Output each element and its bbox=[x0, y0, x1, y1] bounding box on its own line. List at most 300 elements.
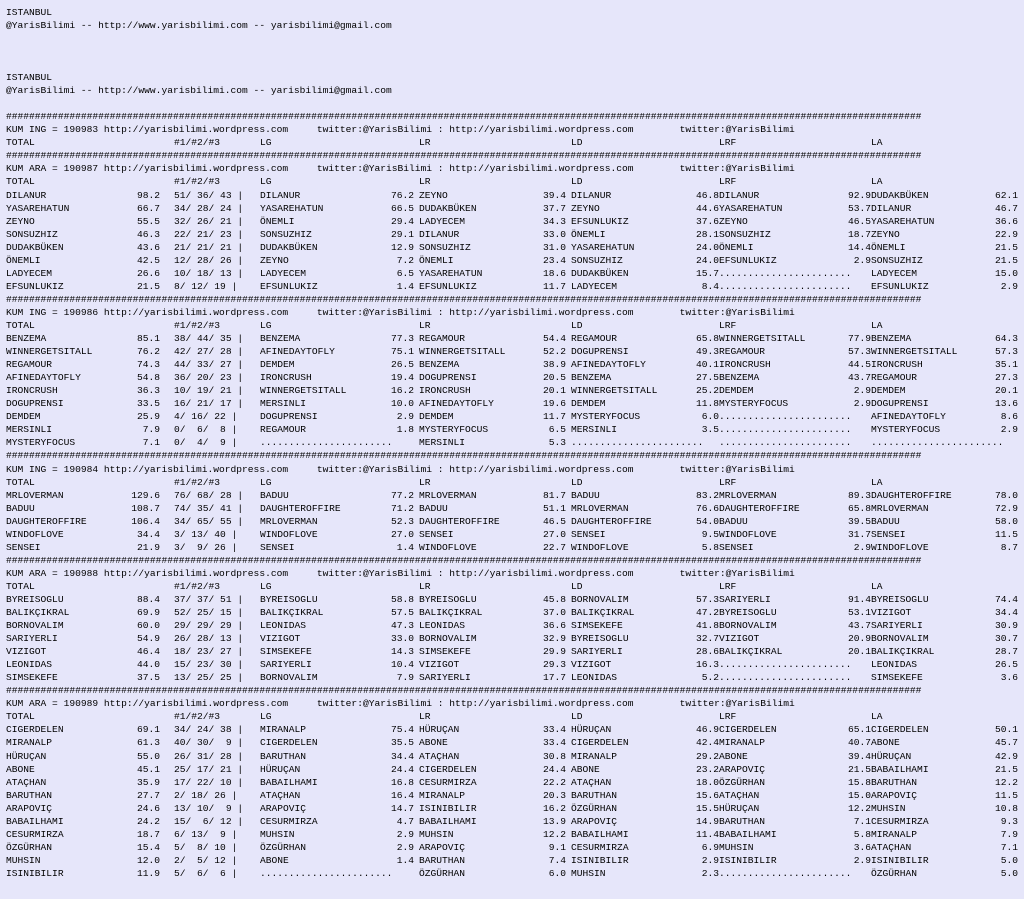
lr-score: 52.2 bbox=[542, 346, 566, 358]
total-score: 15.4 bbox=[136, 841, 160, 853]
race-header: KUM ING = 190984 http://yarisbilimi.wordpress.com twitter:@YarisBilimi : http://yarisbilimi.wordpress.com twitter:@YarisBilimi bbox=[6, 463, 795, 475]
la-score: 62.1 bbox=[994, 189, 1018, 201]
horse-name: WINNERGETSITALL bbox=[6, 346, 93, 358]
total-score: 108.7 bbox=[131, 502, 160, 514]
lrf-horse: REGAMOUR bbox=[719, 346, 766, 358]
lg-horse: BABAILHAMI bbox=[260, 776, 318, 788]
lrf-score: 31.7 bbox=[847, 528, 871, 540]
ld-horse: MYSTERYFOCUS bbox=[571, 411, 641, 423]
lrf-horse: MUHSIN bbox=[719, 841, 754, 853]
horse-name: REGAMOUR bbox=[6, 359, 53, 371]
la-horse: DAUGHTEROFFIRE bbox=[871, 489, 952, 501]
lr-score: 16.2 bbox=[542, 802, 566, 814]
lr-score: 22.7 bbox=[542, 541, 566, 553]
lr-horse: ÖZGÜRHAN bbox=[419, 867, 466, 879]
lg-horse: HÜRUÇAN bbox=[260, 763, 301, 775]
lr-score: 17.7 bbox=[542, 672, 566, 684]
la-score: 22.9 bbox=[994, 228, 1018, 240]
ld-score: 46.9 bbox=[695, 724, 719, 736]
lrf-score: 5.8 bbox=[853, 828, 871, 840]
lrf-horse: ISINIBILIR bbox=[719, 854, 777, 866]
col-total: TOTAL bbox=[6, 176, 35, 188]
lrf-horse: VIZIGOT bbox=[719, 633, 760, 645]
lrf-horse: ABONE bbox=[719, 750, 748, 762]
la-horse: BYREISOGLU bbox=[871, 593, 929, 605]
total-score: 46.3 bbox=[136, 228, 160, 240]
lrf-horse: SENSEI bbox=[719, 541, 754, 553]
col-total: TOTAL bbox=[6, 711, 35, 723]
ranking-row bbox=[6, 541, 1024, 554]
lrf-score: 46.5 bbox=[847, 215, 871, 227]
ld-score: 3.5 bbox=[701, 424, 719, 436]
ld-horse: ÖZGÜRHAN bbox=[571, 802, 618, 814]
lrf-score: 2.9 bbox=[853, 254, 871, 266]
col-lr: LR bbox=[419, 711, 431, 723]
col-lr: LR bbox=[419, 176, 431, 188]
lr-horse: BABAILHAMI bbox=[419, 815, 477, 827]
ld-score: 6.0 bbox=[701, 411, 719, 423]
ld-horse: MUHSIN bbox=[571, 867, 606, 879]
lr-horse: ÖNEMLI bbox=[419, 254, 454, 266]
lr-horse: BORNOVALIM bbox=[419, 633, 477, 645]
separator-rule: ############################################################################################################################################################### bbox=[6, 150, 922, 162]
spacer-line bbox=[6, 97, 1024, 110]
placings: 29/ 29/ 29 | bbox=[174, 620, 244, 632]
ld-horse: YASAREHATUN bbox=[571, 241, 635, 253]
lg-horse: ATAÇHAN bbox=[260, 789, 301, 801]
total-score: 12.0 bbox=[136, 854, 160, 866]
la-score: 2.9 bbox=[1000, 424, 1018, 436]
la-horse: IRONCRUSH bbox=[871, 359, 923, 371]
lr-horse: SENSEI bbox=[419, 528, 454, 540]
separator-rule: ############################################################################################################################################################### bbox=[6, 685, 922, 697]
la-score: 34.4 bbox=[994, 607, 1018, 619]
col-placings: #1/#2/#3 bbox=[174, 476, 221, 488]
lrf-score: 40.7 bbox=[847, 737, 871, 749]
lr-horse: WINNERGETSITALL bbox=[419, 346, 506, 358]
lg-score: 71.2 bbox=[390, 502, 414, 514]
ld-horse: ....................... bbox=[571, 437, 704, 449]
total-score: 7.1 bbox=[142, 437, 160, 449]
la-horse: SENSEI bbox=[871, 528, 906, 540]
ld-score: 42.4 bbox=[695, 737, 719, 749]
ld-score: 18.0 bbox=[695, 776, 719, 788]
horse-name: DILANUR bbox=[6, 189, 47, 201]
la-score: 5.0 bbox=[1000, 854, 1018, 866]
total-score: 33.5 bbox=[136, 398, 160, 410]
lg-score: 7.2 bbox=[396, 254, 414, 266]
ranking-row bbox=[6, 384, 1024, 397]
lr-horse: REGAMOUR bbox=[419, 333, 466, 345]
la-horse: ZEYNO bbox=[871, 228, 900, 240]
la-score: 3.6 bbox=[1000, 672, 1018, 684]
la-score: 45.7 bbox=[994, 737, 1018, 749]
ld-horse: ARAPOVIÇ bbox=[571, 815, 618, 827]
col-ld: LD bbox=[571, 319, 583, 331]
lrf-score: 7.1 bbox=[853, 815, 871, 827]
lr-horse: DAUGHTEROFFIRE bbox=[419, 515, 500, 527]
lrf-score: 65.1 bbox=[847, 724, 871, 736]
lg-horse: WINDOFLOVE bbox=[260, 528, 318, 540]
column-header-row bbox=[6, 476, 1024, 489]
lrf-horse: ....................... bbox=[719, 867, 852, 879]
separator-rule: ############################################################################################################################################################### bbox=[6, 293, 922, 305]
placings: 0/ 6/ 8 | bbox=[174, 424, 238, 436]
lg-horse: SONSUZHIZ bbox=[260, 228, 312, 240]
lrf-horse: MRLOVERMAN bbox=[719, 489, 777, 501]
ld-horse: DOGUPRENSI bbox=[571, 346, 629, 358]
col-lg: LG bbox=[260, 580, 272, 592]
lrf-horse: HÜRUÇAN bbox=[719, 802, 760, 814]
lg-horse: BORNOVALIM bbox=[260, 672, 318, 684]
ld-horse: BADUU bbox=[571, 489, 600, 501]
lrf-horse: BORNOVALIM bbox=[719, 620, 777, 632]
ld-horse: AFINEDAYTOFLY bbox=[571, 359, 646, 371]
la-score: 20.1 bbox=[994, 385, 1018, 397]
lrf-horse: EFSUNLUKIZ bbox=[719, 254, 777, 266]
lr-score: 36.6 bbox=[542, 620, 566, 632]
lg-score: 47.3 bbox=[390, 620, 414, 632]
horse-name: SONSUZHIZ bbox=[6, 228, 58, 240]
ranking-row bbox=[6, 723, 1024, 736]
placings: 26/ 31/ 28 | bbox=[174, 750, 244, 762]
horse-name: ATAÇHAN bbox=[6, 776, 47, 788]
la-horse: ISINIBILIR bbox=[871, 854, 929, 866]
total-score: 24.6 bbox=[136, 802, 160, 814]
ld-score: 24.0 bbox=[695, 254, 719, 266]
ld-score: 23.2 bbox=[695, 763, 719, 775]
ranking-row bbox=[6, 502, 1024, 515]
la-horse: ATAÇHAN bbox=[871, 841, 912, 853]
la-score: 12.2 bbox=[994, 776, 1018, 788]
la-horse: MUHSIN bbox=[871, 802, 906, 814]
total-score: 44.0 bbox=[136, 659, 160, 671]
placings: 25/ 17/ 21 | bbox=[174, 763, 244, 775]
horse-name: AFINEDAYTOFLY bbox=[6, 372, 81, 384]
lrf-score: 39.5 bbox=[847, 515, 871, 527]
la-score: 72.9 bbox=[994, 502, 1018, 514]
la-score: 36.6 bbox=[994, 215, 1018, 227]
lg-score: 52.3 bbox=[390, 515, 414, 527]
total-score: 37.5 bbox=[136, 672, 160, 684]
lg-score: 1.4 bbox=[396, 280, 414, 292]
ld-horse: BYREISOGLU bbox=[571, 633, 629, 645]
placings: 44/ 33/ 27 | bbox=[174, 359, 244, 371]
placings: 22/ 21/ 23 | bbox=[174, 228, 244, 240]
lg-horse: ARAPOVIÇ bbox=[260, 802, 307, 814]
la-horse: DOGUPRENSI bbox=[871, 398, 929, 410]
total-score: 60.0 bbox=[136, 620, 160, 632]
ld-score: 32.7 bbox=[695, 633, 719, 645]
la-horse: CIGERDELEN bbox=[871, 724, 929, 736]
ld-score: 28.1 bbox=[695, 228, 719, 240]
lrf-horse: DILANUR bbox=[719, 189, 760, 201]
lg-horse: SIMSEKEFE bbox=[260, 646, 312, 658]
horse-name: ÖNEMLI bbox=[6, 254, 41, 266]
placings: 74/ 35/ 41 | bbox=[174, 502, 244, 514]
ranking-row bbox=[6, 228, 1024, 241]
horse-name: SARIYERLI bbox=[6, 633, 58, 645]
placings: 15/ 23/ 30 | bbox=[174, 659, 244, 671]
column-header-row bbox=[6, 580, 1024, 593]
ranking-row bbox=[6, 802, 1024, 815]
ld-horse: CESURMIRZA bbox=[571, 841, 629, 853]
race-header: KUM ARA = 190987 http://yarisbilimi.wordpress.com twitter:@YarisBilimi : http://yarisbilimi.wordpress.com twitter:@YarisBilimi bbox=[6, 163, 795, 175]
ld-horse: ATAÇHAN bbox=[571, 776, 612, 788]
placings: 10/ 18/ 13 | bbox=[174, 267, 244, 279]
ranking-row bbox=[6, 671, 1024, 684]
lr-horse: MERSINLI bbox=[419, 437, 466, 449]
lg-score: 19.4 bbox=[390, 372, 414, 384]
total-score: 76.2 bbox=[136, 346, 160, 358]
lrf-horse: WINDOFLOVE bbox=[719, 528, 777, 540]
col-total: TOTAL bbox=[6, 580, 35, 592]
race-header: KUM ING = 190983 http://yarisbilimi.wordpress.com twitter:@YarisBilimi : http://yarisbilimi.wordpress.com twitter:@YarisBilimi bbox=[6, 124, 795, 136]
spacer bbox=[6, 32, 1024, 71]
la-horse: BABAILHAMI bbox=[871, 763, 929, 775]
lr-score: 33.4 bbox=[542, 724, 566, 736]
lg-score: 58.8 bbox=[390, 593, 414, 605]
la-horse: REGAMOUR bbox=[871, 372, 918, 384]
ld-horse: DAUGHTEROFFIRE bbox=[571, 515, 652, 527]
lrf-horse: SONSUZHIZ bbox=[719, 228, 771, 240]
ld-horse: DILANUR bbox=[571, 189, 612, 201]
lr-horse: ARAPOVIÇ bbox=[419, 841, 466, 853]
lr-score: 5.3 bbox=[548, 437, 566, 449]
ld-horse: MERSINLI bbox=[571, 424, 618, 436]
lrf-horse: SARIYERLI bbox=[719, 593, 771, 605]
ld-score: 76.6 bbox=[695, 502, 719, 514]
lr-score: 20.5 bbox=[542, 372, 566, 384]
ld-score: 40.1 bbox=[695, 359, 719, 371]
lg-horse: IRONCRUSH bbox=[260, 372, 312, 384]
la-horse: ABONE bbox=[871, 737, 900, 749]
la-score: 15.0 bbox=[994, 267, 1018, 279]
la-score: 7.9 bbox=[1000, 828, 1018, 840]
col-lr: LR bbox=[419, 476, 431, 488]
col-lg: LG bbox=[260, 476, 272, 488]
lr-score: 6.5 bbox=[548, 424, 566, 436]
placings: 0/ 4/ 9 | bbox=[174, 437, 238, 449]
city-title-repeat: ISTANBUL bbox=[6, 72, 53, 84]
ld-score: 27.5 bbox=[695, 372, 719, 384]
col-placings: #1/#2/#3 bbox=[174, 580, 221, 592]
ranking-row bbox=[6, 358, 1024, 371]
placings: 76/ 68/ 28 | bbox=[174, 489, 244, 501]
placings: 21/ 21/ 21 | bbox=[174, 241, 244, 253]
lg-score: 1.4 bbox=[396, 854, 414, 866]
la-horse: WINDOFLOVE bbox=[871, 541, 929, 553]
lg-horse: DOGUPRENSI bbox=[260, 411, 318, 423]
lrf-horse: CIGERDELEN bbox=[719, 724, 777, 736]
lg-score: 35.5 bbox=[390, 737, 414, 749]
ranking-row bbox=[6, 593, 1024, 606]
lrf-score: 14.4 bbox=[847, 241, 871, 253]
ld-score: 5.2 bbox=[701, 672, 719, 684]
lg-horse: DUDAKBÜKEN bbox=[260, 241, 318, 253]
ranking-row bbox=[6, 345, 1024, 358]
horse-name: MYSTERYFOCUS bbox=[6, 437, 76, 449]
lr-horse: ISINIBILIR bbox=[419, 802, 477, 814]
total-score: 54.9 bbox=[136, 633, 160, 645]
lg-score: 12.9 bbox=[390, 241, 414, 253]
col-lrf: LRF bbox=[719, 476, 737, 488]
col-lrf: LRF bbox=[719, 711, 737, 723]
lr-horse: SONSUZHIZ bbox=[419, 241, 471, 253]
lg-score: 16.4 bbox=[390, 789, 414, 801]
placings: 13/ 25/ 25 | bbox=[174, 672, 244, 684]
lr-score: 81.7 bbox=[542, 489, 566, 501]
lrf-horse: BADUU bbox=[719, 515, 748, 527]
ld-horse: SENSEI bbox=[571, 528, 606, 540]
col-la: LA bbox=[871, 711, 883, 723]
lg-horse: ÖNEMLI bbox=[260, 215, 295, 227]
ld-score: 2.3 bbox=[701, 867, 719, 879]
horse-name: LEONIDAS bbox=[6, 659, 53, 671]
lg-score: 1.4 bbox=[396, 541, 414, 553]
horse-name: MUHSIN bbox=[6, 854, 41, 866]
lrf-score: 2.9 bbox=[853, 385, 871, 397]
lg-score: 33.0 bbox=[390, 633, 414, 645]
placings: 2/ 5/ 12 | bbox=[174, 854, 238, 866]
placings: 2/ 18/ 26 | bbox=[174, 789, 238, 801]
lr-horse: ZEYNO bbox=[419, 189, 448, 201]
col-ld: LD bbox=[571, 580, 583, 592]
ranking-row bbox=[6, 397, 1024, 410]
lr-horse: DEMDEM bbox=[419, 411, 454, 423]
la-horse: SARIYERLI bbox=[871, 620, 923, 632]
lrf-horse: ....................... bbox=[719, 437, 852, 449]
ld-score: 16.3 bbox=[695, 659, 719, 671]
la-horse: DUDAKBÜKEN bbox=[871, 189, 929, 201]
ld-horse: BORNOVALIM bbox=[571, 593, 629, 605]
ld-score: 44.6 bbox=[695, 202, 719, 214]
total-score: 25.9 bbox=[136, 411, 160, 423]
lg-score: 76.2 bbox=[390, 189, 414, 201]
total-score: 106.4 bbox=[131, 515, 160, 527]
lrf-horse: MIRANALP bbox=[719, 737, 766, 749]
horse-name: SENSEI bbox=[6, 541, 41, 553]
city-title: ISTANBUL bbox=[6, 7, 53, 18]
horse-name: DUDAKBÜKEN bbox=[6, 241, 64, 253]
lr-score: 37.7 bbox=[542, 202, 566, 214]
lr-score: 11.7 bbox=[542, 280, 566, 292]
lg-score: 29.1 bbox=[390, 228, 414, 240]
lrf-score: 18.7 bbox=[847, 228, 871, 240]
lrf-horse: ....................... bbox=[719, 424, 852, 436]
la-score: 50.1 bbox=[994, 724, 1018, 736]
lr-horse: YASAREHATUN bbox=[419, 267, 483, 279]
total-score: 26.6 bbox=[136, 267, 160, 279]
ranking-row bbox=[6, 254, 1024, 267]
lrf-score: 89.3 bbox=[847, 489, 871, 501]
lr-horse: CESURMIRZA bbox=[419, 776, 477, 788]
ranking-row bbox=[6, 189, 1024, 202]
placings: 32/ 26/ 21 | bbox=[174, 215, 244, 227]
la-score: 30.9 bbox=[994, 620, 1018, 632]
lg-score: 77.3 bbox=[390, 333, 414, 345]
lg-horse: DEMDEM bbox=[260, 359, 295, 371]
col-placings: #1/#2/#3 bbox=[174, 319, 221, 331]
la-score: 74.4 bbox=[994, 593, 1018, 605]
lrf-horse: BYREISOGLU bbox=[719, 607, 777, 619]
lg-score: 57.5 bbox=[390, 607, 414, 619]
placings: 6/ 13/ 9 | bbox=[174, 828, 238, 840]
la-score: 78.0 bbox=[994, 489, 1018, 501]
ld-score: 5.8 bbox=[701, 541, 719, 553]
placings: 15/ 6/ 12 | bbox=[174, 815, 244, 827]
total-score: 74.3 bbox=[136, 359, 160, 371]
lrf-score: 53.1 bbox=[847, 607, 871, 619]
lr-score: 27.0 bbox=[542, 528, 566, 540]
placings: 4/ 16/ 22 | bbox=[174, 411, 238, 423]
lrf-score: 3.6 bbox=[853, 841, 871, 853]
lr-horse: MUHSIN bbox=[419, 828, 454, 840]
lg-score: 14.7 bbox=[390, 802, 414, 814]
lg-score: 6.5 bbox=[396, 267, 414, 279]
lrf-horse: BARUTHAN bbox=[719, 815, 766, 827]
lg-horse: CESURMIRZA bbox=[260, 815, 318, 827]
total-score: 11.9 bbox=[136, 867, 160, 879]
la-horse: CESURMIRZA bbox=[871, 815, 929, 827]
horse-name: LADYECEM bbox=[6, 267, 53, 279]
lg-horse: EFSUNLUKIZ bbox=[260, 280, 318, 292]
lg-horse: CIGERDELEN bbox=[260, 737, 318, 749]
lg-horse: ....................... bbox=[260, 867, 393, 879]
total-score: 35.9 bbox=[136, 776, 160, 788]
col-placings: #1/#2/#3 bbox=[174, 711, 221, 723]
la-horse: MIRANALP bbox=[871, 828, 918, 840]
la-horse: BALIKÇIKRAL bbox=[871, 646, 935, 658]
horse-name: VIZIGOT bbox=[6, 646, 47, 658]
horse-name: MRLOVERMAN bbox=[6, 489, 64, 501]
ld-score: 11.8 bbox=[695, 398, 719, 410]
horse-name: WINDOFLOVE bbox=[6, 528, 64, 540]
horse-name: IRONCRUSH bbox=[6, 385, 58, 397]
col-la: LA bbox=[871, 319, 883, 331]
ld-score: 15.5 bbox=[695, 802, 719, 814]
ranking-row bbox=[6, 410, 1024, 423]
ranking-row bbox=[6, 841, 1024, 854]
la-score: 21.5 bbox=[994, 763, 1018, 775]
ld-horse: LADYECEM bbox=[571, 280, 618, 292]
placings: 42/ 27/ 28 | bbox=[174, 346, 244, 358]
ranking-row bbox=[6, 867, 1024, 880]
horse-name: DOGUPRENSI bbox=[6, 398, 64, 410]
total-score: 69.1 bbox=[136, 724, 160, 736]
placings: 38/ 44/ 35 | bbox=[174, 333, 244, 345]
lr-score: 31.0 bbox=[542, 241, 566, 253]
lg-horse: REGAMOUR bbox=[260, 424, 307, 436]
lg-horse: ZEYNO bbox=[260, 254, 289, 266]
ld-horse: DUDAKBÜKEN bbox=[571, 267, 629, 279]
lr-score: 23.4 bbox=[542, 254, 566, 266]
la-score: 26.5 bbox=[994, 659, 1018, 671]
la-score: 2.9 bbox=[1000, 280, 1018, 292]
ld-score: 9.5 bbox=[701, 528, 719, 540]
lg-score: 2.9 bbox=[396, 828, 414, 840]
lg-score: 66.5 bbox=[390, 202, 414, 214]
race-sections bbox=[6, 110, 1024, 880]
lr-score: 7.4 bbox=[548, 854, 566, 866]
lrf-score: 92.9 bbox=[847, 189, 871, 201]
contact-line: @YarisBilimi -- http://www.yarisbilimi.com -- yarisbilimi@gmail.com bbox=[6, 20, 392, 32]
lrf-score: 20.1 bbox=[847, 646, 871, 658]
ld-horse: DEMDEM bbox=[571, 398, 606, 410]
ranking-row bbox=[6, 267, 1024, 280]
lr-horse: ATAÇHAN bbox=[419, 750, 460, 762]
lg-score: 7.9 bbox=[396, 672, 414, 684]
